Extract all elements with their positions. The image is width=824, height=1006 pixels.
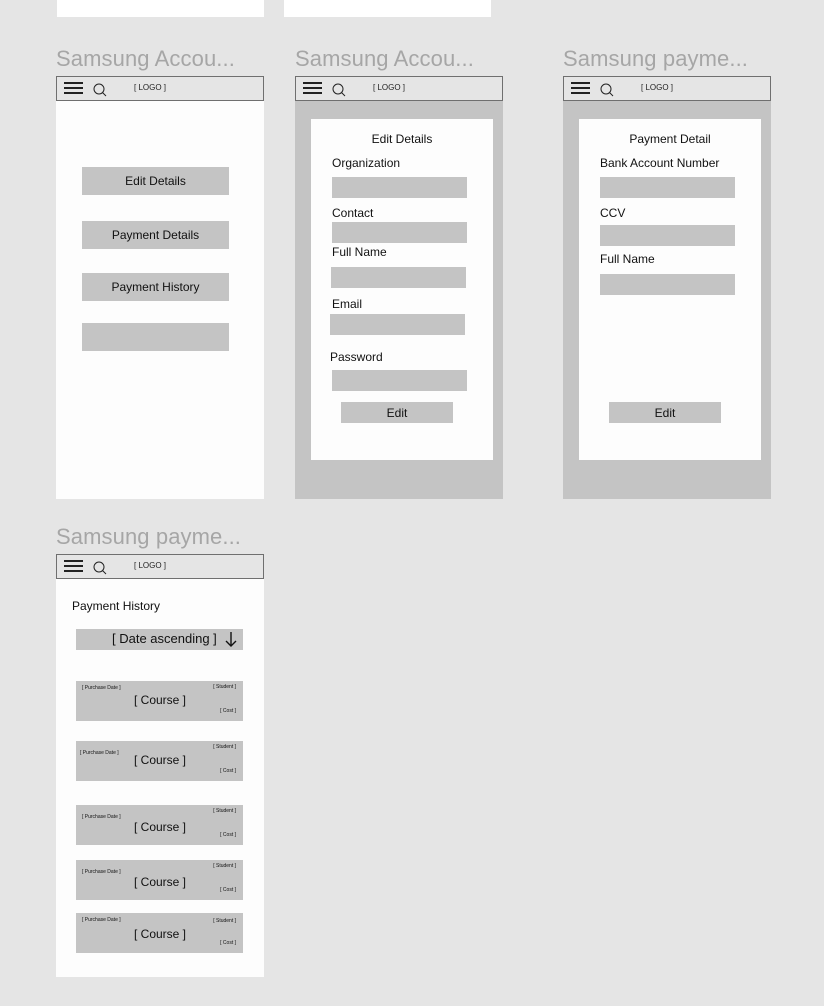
cost: [ Cost ] — [220, 940, 236, 946]
search-icon[interactable] — [93, 561, 107, 575]
top-bar — [295, 76, 503, 101]
full-name-field[interactable] — [600, 274, 735, 295]
edit-button[interactable]: Edit — [341, 402, 453, 423]
purchase-date: [ Purchase Date ] — [82, 814, 121, 820]
top-bar — [563, 76, 771, 101]
cost: [ Cost ] — [220, 832, 236, 838]
course: [ Course ] — [134, 820, 187, 834]
cost: [ Cost ] — [220, 887, 236, 893]
purchase-date: [ Purchase Date ] — [82, 685, 121, 691]
purchase-date: [ Purchase Date ] — [82, 917, 121, 923]
frame-payment-history — [56, 554, 264, 977]
edit-details-button[interactable]: Edit Details — [82, 167, 229, 195]
payment-details-button[interactable]: Payment Details — [82, 221, 229, 249]
full-name-label: Full Name — [600, 252, 655, 266]
hamburger-icon[interactable] — [64, 560, 83, 573]
ccv-label: CCV — [600, 206, 626, 220]
organization-field[interactable] — [332, 177, 467, 198]
student: [ Student ] — [213, 918, 236, 924]
student: [ Student ] — [213, 863, 236, 869]
arrow-down-icon — [224, 630, 238, 648]
frame-title-payment-history: Samsung payme... — [56, 524, 242, 549]
frame-title-payment-detail: Samsung payme... — [563, 46, 749, 71]
cost: [ Cost ] — [220, 768, 236, 774]
search-icon[interactable] — [332, 83, 346, 97]
card-title: Payment Detail — [629, 132, 711, 146]
logo: [ LOGO ] — [641, 83, 674, 92]
contact-field[interactable] — [332, 222, 467, 243]
sort-dropdown[interactable] — [76, 629, 243, 650]
history-row[interactable] — [76, 741, 243, 781]
blank-button[interactable] — [82, 323, 229, 351]
payment-history-heading: Payment History — [72, 599, 161, 613]
course: [ Course ] — [134, 875, 187, 889]
payment-detail-card — [579, 119, 761, 460]
email-field[interactable] — [330, 314, 465, 335]
password-field[interactable] — [332, 370, 467, 391]
partial-frame-left — [57, 0, 264, 17]
logo: [ LOGO ] — [134, 83, 167, 92]
logo: [ LOGO ] — [373, 83, 406, 92]
course: [ Course ] — [134, 927, 187, 941]
edit-details-card — [311, 119, 493, 460]
password-label: Password — [330, 350, 383, 364]
student: [ Student ] — [213, 808, 236, 814]
hamburger-icon[interactable] — [303, 82, 322, 95]
frame-edit-details — [295, 76, 503, 499]
search-icon[interactable] — [93, 83, 107, 97]
cost: [ Cost ] — [220, 708, 236, 714]
history-row[interactable] — [76, 805, 243, 845]
sort-label: [ Date ascending ] — [112, 631, 217, 646]
bank-account-number-field[interactable] — [600, 177, 735, 198]
frame-title-edit-details: Samsung Accou... — [295, 46, 474, 71]
ccv-field[interactable] — [600, 225, 735, 246]
hamburger-icon[interactable] — [571, 82, 590, 95]
payment-history-button[interactable]: Payment History — [82, 273, 229, 301]
frame-title-account-menu: Samsung Accou... — [56, 46, 235, 71]
partial-frame-middle — [284, 0, 491, 17]
course: [ Course ] — [134, 693, 187, 707]
history-row[interactable] — [76, 913, 243, 953]
frame-account-menu — [56, 76, 264, 499]
bank-account-number-label: Bank Account Number — [600, 156, 720, 170]
email-label: Email — [332, 297, 363, 311]
student: [ Student ] — [213, 744, 236, 750]
organization-label: Organization — [332, 156, 401, 170]
full-name-label: Full Name — [332, 245, 387, 259]
search-icon[interactable] — [600, 83, 614, 97]
card-title: Edit Details — [371, 132, 433, 146]
contact-label: Contact — [332, 206, 374, 220]
top-bar — [56, 554, 264, 579]
full-name-field[interactable] — [331, 267, 466, 288]
edit-button[interactable]: Edit — [609, 402, 721, 423]
logo: [ LOGO ] — [134, 561, 167, 570]
course: [ Course ] — [134, 753, 187, 767]
purchase-date: [ Purchase Date ] — [80, 750, 119, 756]
history-row[interactable] — [76, 681, 243, 721]
top-bar — [56, 76, 264, 101]
history-row[interactable] — [76, 860, 243, 900]
purchase-date: [ Purchase Date ] — [82, 869, 121, 875]
frame-payment-detail — [563, 76, 771, 499]
student: [ Student ] — [213, 684, 236, 690]
hamburger-icon[interactable] — [64, 82, 83, 95]
